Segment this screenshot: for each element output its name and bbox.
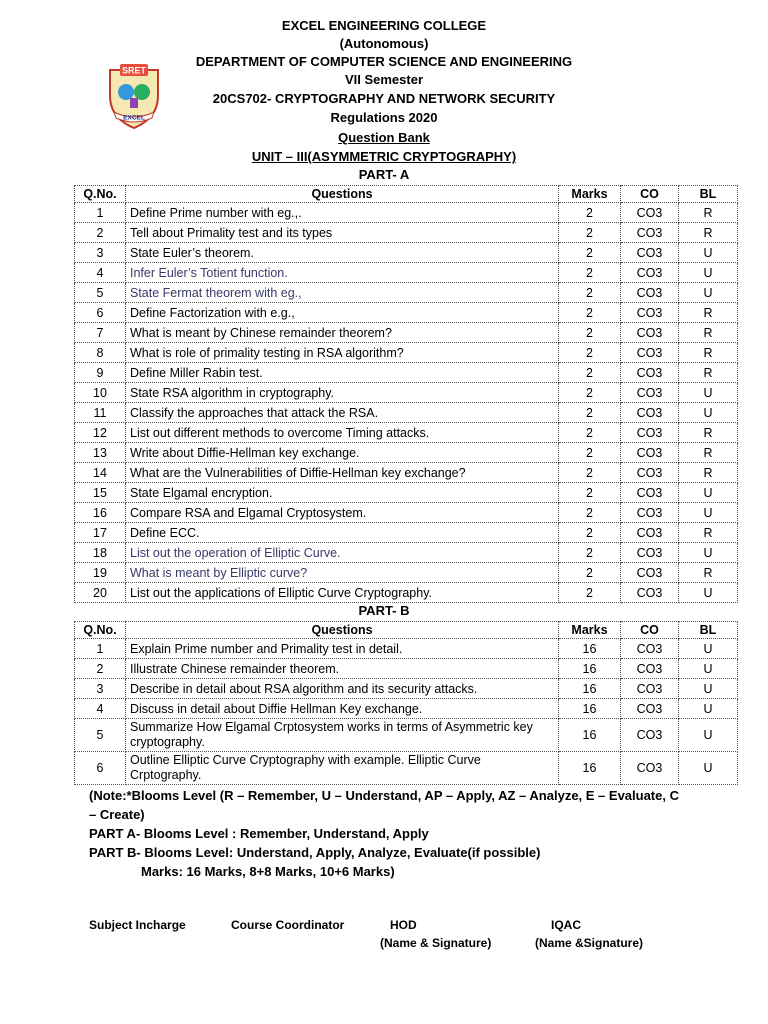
qno: 2	[75, 223, 126, 243]
marks: 16	[559, 719, 621, 752]
course-outcome: CO3	[621, 363, 679, 383]
blooms-level: U	[679, 752, 738, 785]
regulations: Regulations 2020	[330, 110, 438, 125]
table-row	[75, 263, 738, 283]
table-row	[75, 323, 738, 343]
blooms-level: R	[679, 223, 738, 243]
table-row	[75, 423, 738, 443]
table-row	[75, 543, 738, 563]
course-outcome: CO3	[621, 639, 679, 659]
col-marks-header: Marks	[559, 622, 621, 639]
question-text: State Elgamal encryption.	[126, 483, 559, 503]
table-row	[75, 523, 738, 543]
table-row	[75, 443, 738, 463]
marks: 2	[559, 523, 621, 543]
marks: 2	[559, 583, 621, 603]
blooms-level: R	[679, 363, 738, 383]
qno: 14	[75, 463, 126, 483]
college-status: (Autonomous)	[339, 36, 429, 51]
blooms-level: U	[679, 243, 738, 263]
table-row	[75, 203, 738, 223]
blooms-level: U	[679, 543, 738, 563]
question-text: Outline Elliptic Curve Cryptography with example. Elliptic Curve Crptography.	[126, 752, 559, 785]
course-outcome: CO3	[621, 719, 679, 752]
iqac-signature-note: (Name &Signature)	[535, 936, 644, 950]
course-outcome: CO3	[621, 699, 679, 719]
marks: 16	[559, 639, 621, 659]
marks: 16	[559, 659, 621, 679]
marks: 2	[559, 503, 621, 523]
part-a-title: PART- A	[358, 167, 410, 182]
course-outcome: CO3	[621, 203, 679, 223]
question-text: Write about Diffie-Hellman key exchange.	[126, 443, 559, 463]
marks: 2	[559, 323, 621, 343]
hod-signature-note: (Name & Signature)	[380, 936, 492, 950]
qno: 11	[75, 403, 126, 423]
question-text: State Euler’s theorem.	[126, 243, 559, 263]
course-outcome: CO3	[621, 659, 679, 679]
question-text: What are the Vulnerabilities of Diffie-Hellman key exchange?	[126, 463, 559, 483]
question-text: List out the operation of Elliptic Curve.	[126, 543, 559, 563]
col-co-header: CO	[621, 186, 679, 203]
college-name: EXCEL ENGINEERING COLLEGE	[281, 18, 487, 33]
question-text: Define ECC.	[126, 523, 559, 543]
table-row	[75, 343, 738, 363]
question-text: Infer Euler’s Totient function.	[126, 263, 559, 283]
course-outcome: CO3	[621, 423, 679, 443]
question-text: Define Miller Rabin test.	[126, 363, 559, 383]
qno: 6	[75, 752, 126, 785]
qno: 15	[75, 483, 126, 503]
col-co-header: CO	[621, 622, 679, 639]
course-outcome: CO3	[621, 403, 679, 423]
qno: 4	[75, 263, 126, 283]
question-text: What is meant by Elliptic curve?	[126, 563, 559, 583]
course-coordinator-label: Course Coordinator	[231, 918, 345, 932]
document-title: Question Bank	[338, 130, 430, 145]
col-bl-header: BL	[679, 622, 738, 639]
col-bl-header: BL	[679, 186, 738, 203]
marks: 2	[559, 283, 621, 303]
qno: 13	[75, 443, 126, 463]
qno: 1	[75, 203, 126, 223]
course-outcome: CO3	[621, 543, 679, 563]
logo-top-text: SRET	[121, 65, 147, 76]
blooms-level: R	[679, 303, 738, 323]
blooms-level: U	[679, 403, 738, 423]
marks: 2	[559, 423, 621, 443]
qno: 5	[75, 283, 126, 303]
blooms-level: R	[679, 203, 738, 223]
question-text: Summarize How Elgamal Crptosystem works in terms of Asymmetric key cryptography.	[126, 719, 559, 752]
marks: 2	[559, 243, 621, 263]
blooms-level: U	[679, 503, 738, 523]
marks: 2	[559, 263, 621, 283]
table-row	[75, 243, 738, 263]
col-marks-header: Marks	[559, 186, 621, 203]
blooms-level: R	[679, 523, 738, 543]
marks: 2	[559, 463, 621, 483]
marks: 16	[559, 679, 621, 699]
table-row	[75, 699, 738, 719]
qno: 8	[75, 343, 126, 363]
qno: 12	[75, 423, 126, 443]
blooms-level: R	[679, 443, 738, 463]
qno: 17	[75, 523, 126, 543]
blooms-level: U	[679, 699, 738, 719]
blooms-level: U	[679, 719, 738, 752]
table-row	[75, 463, 738, 483]
marks: 16	[559, 699, 621, 719]
blooms-level: U	[679, 283, 738, 303]
question-text: Define Factorization with e.g.,	[126, 303, 559, 323]
blooms-note: (Note:*Blooms Level (R – Remember, U – Understand, AP – Apply, AZ – Analyze, E – Evaluate, C – Create)	[89, 788, 679, 822]
course-outcome: CO3	[621, 243, 679, 263]
qno: 9	[75, 363, 126, 383]
semester: VII Semester	[344, 72, 424, 87]
question-text: State Fermat theorem with eg.,	[126, 283, 559, 303]
course-outcome: CO3	[621, 303, 679, 323]
question-text: Define Prime number with eg.,.	[126, 203, 559, 223]
col-qno-header: Q.No.	[75, 622, 126, 639]
question-text: Tell about Primality test and its types	[126, 223, 559, 243]
marks: 16	[559, 752, 621, 785]
question-text: State RSA algorithm in cryptography.	[126, 383, 559, 403]
table-row	[75, 639, 738, 659]
blooms-level: U	[679, 263, 738, 283]
question-text: Discuss in detail about Diffie Hellman Key exchange.	[126, 699, 559, 719]
table-row	[75, 719, 738, 752]
table-row	[75, 583, 738, 603]
qno: 16	[75, 503, 126, 523]
course-outcome: CO3	[621, 752, 679, 785]
qno: 19	[75, 563, 126, 583]
marks: 2	[559, 483, 621, 503]
course-outcome: CO3	[621, 503, 679, 523]
blooms-level: R	[679, 563, 738, 583]
table-row	[75, 659, 738, 679]
blooms-level: R	[679, 343, 738, 363]
college-logo	[102, 60, 166, 130]
course-outcome: CO3	[621, 223, 679, 243]
course-outcome: CO3	[621, 283, 679, 303]
qno: 4	[75, 699, 126, 719]
question-text: Classify the approaches that attack the RSA.	[126, 403, 559, 423]
col-questions-header: Questions	[126, 186, 559, 203]
course-title: 20CS702- CRYPTOGRAPHY AND NETWORK SECURITY	[212, 91, 556, 106]
course-outcome: CO3	[621, 263, 679, 283]
marks: 2	[559, 363, 621, 383]
question-text: List out the applications of Elliptic Curve Cryptography.	[126, 583, 559, 603]
question-text: What is meant by Chinese remainder theorem?	[126, 323, 559, 343]
table-row	[75, 563, 738, 583]
blooms-level: U	[679, 583, 738, 603]
course-outcome: CO3	[621, 323, 679, 343]
qno: 1	[75, 639, 126, 659]
table-row	[75, 403, 738, 423]
notes-section	[89, 786, 679, 881]
question-text: Illustrate Chinese remainder theorem.	[126, 659, 559, 679]
blooms-level: R	[679, 423, 738, 443]
blooms-level: R	[679, 323, 738, 343]
course-outcome: CO3	[621, 443, 679, 463]
qno: 10	[75, 383, 126, 403]
blooms-level: U	[679, 639, 738, 659]
part-a-blooms-note: PART A- Blooms Level : Remember, Understand, Apply	[89, 826, 429, 841]
question-text: Describe in detail about RSA algorithm and its security attacks.	[126, 679, 559, 699]
course-outcome: CO3	[621, 383, 679, 403]
table-row	[75, 503, 738, 523]
marks: 2	[559, 303, 621, 323]
table-row	[75, 679, 738, 699]
qno: 7	[75, 323, 126, 343]
blooms-level: U	[679, 679, 738, 699]
marks: 2	[559, 383, 621, 403]
qno: 18	[75, 543, 126, 563]
course-outcome: CO3	[621, 583, 679, 603]
qno: 5	[75, 719, 126, 752]
qno: 3	[75, 679, 126, 699]
logo-bottom-text: EXCEL	[123, 114, 145, 122]
qno: 2	[75, 659, 126, 679]
course-outcome: CO3	[621, 679, 679, 699]
iqac-label: IQAC	[551, 918, 581, 932]
table-row	[75, 303, 738, 323]
blooms-level: R	[679, 463, 738, 483]
course-outcome: CO3	[621, 343, 679, 363]
hod-label: HOD	[390, 918, 417, 932]
marks: 2	[559, 403, 621, 423]
marks: 2	[559, 563, 621, 583]
col-questions-header: Questions	[126, 622, 559, 639]
qno: 6	[75, 303, 126, 323]
question-text: What is role of primality testing in RSA algorithm?	[126, 343, 559, 363]
marks: 2	[559, 343, 621, 363]
marks-note: Marks: 16 Marks, 8+8 Marks, 10+6 Marks)	[141, 864, 395, 879]
blooms-level: U	[679, 383, 738, 403]
table-row	[75, 283, 738, 303]
part-b-table	[74, 621, 738, 785]
subject-incharge-label: Subject Incharge	[89, 918, 186, 932]
qno: 20	[75, 583, 126, 603]
course-outcome: CO3	[621, 563, 679, 583]
marks: 2	[559, 203, 621, 223]
part-b-title: PART- B	[358, 603, 410, 618]
question-text: List out different methods to overcome Timing attacks.	[126, 423, 559, 443]
table-row	[75, 752, 738, 785]
table-row	[75, 363, 738, 383]
course-outcome: CO3	[621, 523, 679, 543]
unit-title: UNIT – III(ASYMMETRIC CRYPTOGRAPHY)	[251, 149, 517, 164]
part-a-table	[74, 185, 738, 603]
marks: 2	[559, 443, 621, 463]
marks: 2	[559, 543, 621, 563]
question-text: Explain Prime number and Primality test in detail.	[126, 639, 559, 659]
course-outcome: CO3	[621, 463, 679, 483]
table-row	[75, 383, 738, 403]
blooms-level: U	[679, 483, 738, 503]
marks: 2	[559, 223, 621, 243]
question-text: Compare RSA and Elgamal Cryptosystem.	[126, 503, 559, 523]
part-b-blooms-note: PART B- Blooms Level: Understand, Apply, Analyze, Evaluate(if possible)	[89, 845, 541, 860]
department-name: DEPARTMENT OF COMPUTER SCIENCE AND ENGINEERING	[195, 54, 573, 69]
table-row	[75, 223, 738, 243]
qno: 3	[75, 243, 126, 263]
col-qno-header: Q.No.	[75, 186, 126, 203]
table-row	[75, 483, 738, 503]
blooms-level: U	[679, 659, 738, 679]
course-outcome: CO3	[621, 483, 679, 503]
